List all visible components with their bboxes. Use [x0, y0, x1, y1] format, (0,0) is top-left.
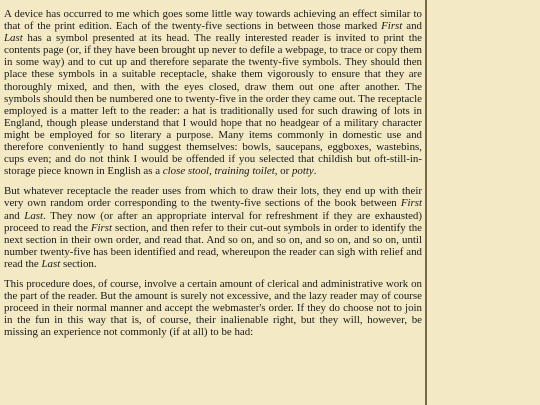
paragraph-3: This procedure does, of course, involve a certain amount of clerical and administrative work on the part of the reader. But the amount is surely not excessive, and the lazy reader may of course proceed in their normal manner and accept the webmaster's order. If they do choose not to join in the fun in this way that is, of course, their inalienable right, but they will, however, be missing an experience not commonly (if at all) to be had:: [4, 277, 422, 339]
vertical-divider: [425, 0, 427, 405]
paragraph-2: But whatever receptacle the reader uses from which to draw their lots, they end up with their very own random order corresponding to the twenty-five sections of the book between First and Last. They now (or after an appropriate interval for refreshment if they are exhausted) proceed to read the First section, and then refer to their cut-out symbols in order to identify the next section in their own order, and read that. And so on, and so on, and so on, and so on, until number twenty-five has been identified and read, whereupon the reader can sigh with relief and read the Last section.: [4, 185, 422, 270]
paragraph-1: A device has occurred to me which goes some little way towards achieving an effect similar to that of the print edition. Each of the twenty-five sections in between those marked First and Last has a symbol presented at its head. The really interested reader is invited to print the contents page (or, if they have been brought up never to defile a webpage, to trace or copy them in some way) and to cut up and therefore separate the twenty-five symbols. They should then place these symbols in a suitable receptacle, shake them vigorously to ensure that they are thoroughly mixed, and then, with the eyes closed, draw them out one after another. The symbols should then be numbered one to twenty-five in the order they came out. The receptacle employed is a matter left to the reader: a hat is traditionally used for such drawing of lots in England, though please understand that I would hope that no headgear of a military character might be employed for so literary a purpose. Many items commonly in domestic use and therefore conveniently to hand suggest themselves: bowls, saucepans, eggboxes, wastebins, cups even; and do not think I would be offended if you selected that childish but oft-still-in-storage piece known in English as a close stool, training toilet, or potty.: [4, 8, 422, 178]
article-body: [4, 0, 422, 338]
